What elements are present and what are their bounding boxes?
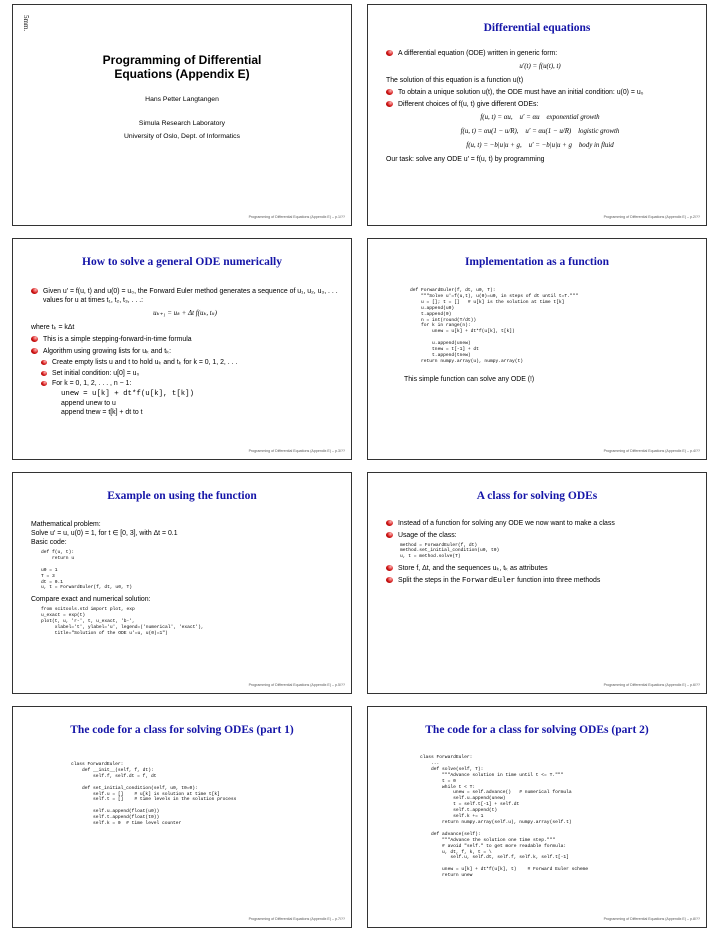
code-block: from scitools.std import plot, exp u_exact = exp(t) plot(t, u, 'r-', t, u_exact, 'b-', xlabel='t', ylabel='u', legend=('numerical', 'exact'), title="Solution of the ODE u'=u, u(0)=1") (41, 607, 204, 636)
code-block: def ForwardEuler(f, dt, u0, T): """Solve u'=f(u,t), u(0)=u0, in steps of dt until t=T.""" u = []; t = [] # u[k] is the solution at time t[k] u.append(u0) t.append(0) n = int(round(T/dt)) for k in range(n): unew = u[k] + dt*f(u[k], t[k]) u.append(unew) tnew = t[-1] + dt t.append(tnew) return numpy.array(u), numpy.array(t) (410, 288, 579, 364)
slide-3 (12, 238, 352, 460)
slide-1 (12, 4, 352, 226)
code-line: append tnew = t[k] + dt to t (61, 408, 143, 416)
bullet-text: Split the steps in the (398, 576, 461, 584)
bullet (386, 576, 694, 586)
paragraph: This simple function can solve any ODE (!) (404, 376, 535, 383)
footer: Programming of Differential Equations (Appendix E) – p.6/?? (603, 683, 700, 687)
inline-code: ForwardEuler (461, 576, 516, 585)
code-block: class ForwardEuler: ... def solve(self, T): """Advance solution in time until t <= T.""" t = 0 while t < T: unew = self.advance() # numerical formula self.u.append(unew) t = self.t[-1] + self.dt self.t.append(t) self.k += 1 return numpy.array(self.u), numpy.array(self.t) def advance(self): """Advance the solution one time step.""" # avoid "self." to get more readable formula: u, dt, f, k, t = \ self.u, self.dt, self.f, self.k, self.t[-1] unew = u[k] + dt*f(u[k], t) # Forward Euler scheme return unew (420, 755, 589, 879)
slide-title: A class for solving ODEs (476, 490, 598, 502)
code-block: def f(u, t): return u u0 = 1 T = 3 dt = 0.1 u, t = ForwardEuler(f, dt, u0, T) (41, 550, 132, 591)
author: Hans Petter Langtangen (145, 96, 219, 103)
footer: Programming of Differential Equations (Appendix E) – p.1/?? (248, 215, 345, 219)
slide-4 (367, 238, 707, 460)
paragraph: Our task: solve any ODE u′ = f(u, t) by programming (386, 155, 545, 163)
code-line: unew = u[k] + dt*f(u[k], t[k]) (61, 389, 195, 398)
bullet-text: function into three methods (517, 576, 601, 584)
bullet: This is a simple stepping-forward-in-time formula (31, 335, 339, 344)
paragraph: Basic code: (31, 539, 67, 546)
affiliation-univ: University of Oslo, Dept. of Informatics (124, 133, 240, 140)
bullet: Store f, Δt, and the sequences uₖ, tₖ as attributes (386, 564, 694, 573)
slide-7 (12, 706, 352, 928)
paragraph: The solution of this equation is a function u(t) (386, 77, 524, 84)
sub-bullet: Create empty lists u and t to hold uₖ and tₖ for k = 0, 1, 2, . . . (41, 358, 339, 367)
bullet: To obtain a unique solution u(t), the ODE must have an initial condition: u(0) = u₀ (386, 88, 694, 97)
slide-title: The code for a class for solving ODEs (part 2) (425, 724, 649, 736)
side-text: 5mm. (22, 15, 30, 32)
sub-bullet: For k = 0, 1, 2, . . . , n − 1: (41, 379, 339, 388)
footer: Programming of Differential Equations (Appendix E) – p.7/?? (248, 917, 345, 921)
paragraph: where tₖ = kΔt (31, 324, 75, 331)
slide-title: Differential equations (483, 22, 591, 34)
bullet: Algorithm using growing lists for uₖ and tₖ: (31, 347, 339, 356)
slide-title: The code for a class for solving ODEs (part 1) (70, 724, 294, 736)
page-title: Programming of Differential Equations (Appendix E) (102, 53, 262, 81)
bullet: Instead of a function for solving any ODE we now want to make a class (386, 519, 694, 528)
bullet: Usage of the class: (386, 531, 694, 540)
equation: f(u, t) = αu(1 − u/R), u′ = αu(1 − u/R) logistic growth (460, 127, 620, 135)
equation: uₖ₊₁ = uₖ + Δt f(uₖ, tₖ) (153, 310, 217, 317)
bullet: Given u′ = f(u, t) and u(0) = u₀, the Forward Euler method generates a sequence of u₁, u₂, u₃, . . . values for u at times t₁, t₂, t₃, . . .: (31, 287, 339, 305)
slide-title: How to solve a general ODE numerically (82, 256, 282, 268)
equation: f(u, t) = αu, u′ = αu exponential growth (480, 113, 600, 121)
footer: Programming of Differential Equations (Appendix E) – p.5/?? (248, 683, 345, 687)
paragraph: Solve u′ = u, u(0) = 1, for t ∈ [0, 3], with Δt = 0.1 (31, 530, 178, 537)
footer: Programming of Differential Equations (Appendix E) – p.2/?? (603, 215, 700, 219)
slide-title: Example on using the function (107, 490, 257, 502)
equation: u′(t) = f(u(t), t) (519, 63, 561, 70)
code-block: method = ForwardEuler(f, dt) method.set_initial_condition(u0, t0) u, t = method.solve(T) (400, 542, 500, 560)
slide-8 (367, 706, 707, 928)
code-line: append unew to u (61, 399, 116, 407)
bullet: Different choices of f(u, t) give different ODEs: (386, 100, 694, 109)
paragraph: Compare exact and numerical solution: (31, 596, 151, 604)
footer: Programming of Differential Equations (Appendix E) – p.4/?? (603, 449, 700, 453)
affiliation-lab: Simula Research Laboratory (138, 120, 226, 127)
sub-bullet: Set initial condition: u[0] = u₀ (41, 369, 339, 378)
code-block: class ForwardEuler: def __init__(self, f, dt): self.f, self.dt = f, dt def set_initial_condition(self, u0, t0=0): self.u = [] # u[k] is solution at time t[k] self.t = [] # time levels in the solution process self.u.append(float(u0)) self.t.append(float(t0)) self.k = 0 # time level counter (71, 762, 237, 827)
bullet: A differential equation (ODE) written in generic form: (386, 49, 694, 58)
slide-title: Implementation as a function (464, 256, 610, 268)
footer: Programming of Differential Equations (Appendix E) – p.3/?? (248, 449, 345, 453)
slide-5 (12, 472, 352, 694)
slide-2 (367, 4, 707, 226)
footer: Programming of Differential Equations (Appendix E) – p.8/?? (603, 917, 700, 921)
slide-6 (367, 472, 707, 694)
equation: f(u, t) = −b|u|u + g, u′ = −b|u|u + g body in fluid (466, 141, 614, 149)
paragraph: Mathematical problem: (31, 521, 101, 528)
